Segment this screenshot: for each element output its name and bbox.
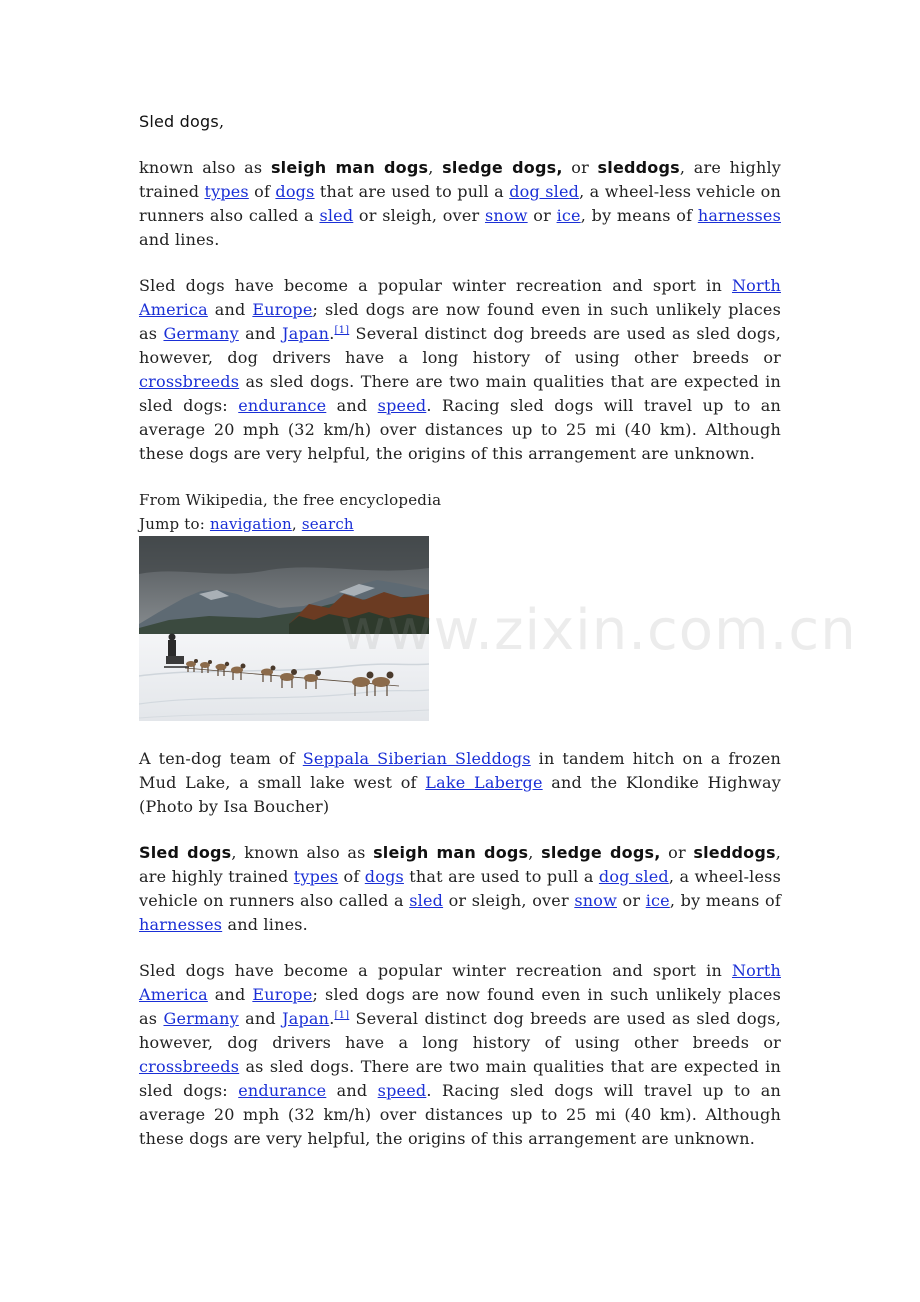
jump-to-line: Jump to: navigation, search xyxy=(139,515,354,533)
reference-link[interactable]: [1] xyxy=(334,1010,350,1021)
link-europe[interactable]: Europe xyxy=(252,985,313,1004)
link-types[interactable]: types xyxy=(204,182,249,201)
link-japan[interactable]: Japan xyxy=(282,1009,330,1028)
link-crossbreeds[interactable]: crossbreeds xyxy=(139,1057,240,1076)
link-speed[interactable]: speed xyxy=(377,1081,427,1100)
link-ice[interactable]: ice xyxy=(556,206,581,225)
link-germany[interactable]: Germany xyxy=(163,324,239,343)
link-snow[interactable]: snow xyxy=(484,206,528,225)
bold-term: sleigh man dogs xyxy=(373,843,529,862)
page-title: Sled dogs, xyxy=(139,112,225,131)
body-paragraph-2: Sled dogs have become a popular winter recreation and sport in North America and Europe; sled dogs are now found even in such unlikely places as Germany and Japan.[1] Several distinct dog breeds are used as sled dogs, however, dog drivers have a long history of using other breeds or crossbreeds as sled dogs. There are two main qualities that are expected in sled dogs: endurance and speed. Racing sled dogs will travel up to an average 20 mph (32 km/h) over distances up to 25 mi (40 km). Although these dogs are very helpful, the origins of this arrangement are unknown. xyxy=(139,961,782,1148)
link-seppala-siberian-sleddogs[interactable]: Seppala Siberian Sleddogs xyxy=(302,749,531,768)
link-sled[interactable]: sled xyxy=(319,206,354,225)
link-dogs[interactable]: dogs xyxy=(364,867,404,886)
bold-term: sleigh man dogs xyxy=(270,158,429,177)
link-endurance[interactable]: endurance xyxy=(238,396,327,415)
link-harnesses[interactable]: harnesses xyxy=(697,206,781,225)
link-speed[interactable]: speed xyxy=(377,396,427,415)
link-europe[interactable]: Europe xyxy=(252,300,313,319)
link-crossbreeds[interactable]: crossbreeds xyxy=(139,372,240,391)
link-snow[interactable]: snow xyxy=(574,891,617,910)
intro-paragraph-1: known also as sleigh man dogs, sledge dogs, or sleddogs, are highly trained types of dogs that are used to pull a dog sled, a wheel-less vehicle on runners also called a sled or sleigh, over snow or ice, by means of harnesses and lines. xyxy=(139,158,782,249)
source-line: From Wikipedia, the free encyclopedia xyxy=(139,491,442,509)
link-dog-sled[interactable]: dog sled xyxy=(509,182,580,201)
bold-term: sleddogs xyxy=(597,158,680,177)
bold-term: sledge dogs, xyxy=(442,158,563,177)
watermark: www.zixin.com.cn xyxy=(340,598,857,663)
link-north-america[interactable]: North America xyxy=(139,276,781,319)
bold-term: sledge dogs, xyxy=(541,843,661,862)
link-north-america[interactable]: North America xyxy=(139,961,781,1004)
intro-paragraph-2: Sled dogs, known also as sleigh man dogs, sledge dogs, or sleddogs, are highly trained types of dogs that are used to pull a dog sled, a wheel-less vehicle on runners also called a sled or sleigh, over snow or ice, by means of harnesses and lines. xyxy=(139,843,782,934)
link-dog-sled[interactable]: dog sled xyxy=(598,867,669,886)
link-types[interactable]: types xyxy=(293,867,339,886)
bold-term: sleddogs xyxy=(693,843,776,862)
photo-caption: A ten-dog team of Seppala Siberian Sleddogs in tandem hitch on a frozen Mud Lake, a small lake west of Lake Laberge and the Klondike Highway (Photo by Isa Boucher) xyxy=(139,749,781,816)
link-search[interactable]: search xyxy=(301,515,354,533)
link-harnesses[interactable]: harnesses xyxy=(139,915,223,934)
link-japan[interactable]: Japan xyxy=(282,324,330,343)
link-dogs[interactable]: dogs xyxy=(275,182,315,201)
link-navigation[interactable]: navigation xyxy=(209,515,292,533)
link-sled[interactable]: sled xyxy=(409,891,444,910)
link-endurance[interactable]: endurance xyxy=(238,1081,327,1100)
sled-dog-team-photo xyxy=(139,536,429,721)
link-lake-laberge[interactable]: Lake Laberge xyxy=(425,773,543,792)
body-paragraph-1: Sled dogs have become a popular winter recreation and sport in North America and Europe; sled dogs are now found even in such unlikely places as Germany and Japan.[1] Several distinct dog breeds are used as sled dogs, however, dog drivers have a long history of using other breeds or crossbreeds as sled dogs. There are two main qualities that are expected in sled dogs: endurance and speed. Racing sled dogs will travel up to an average 20 mph (32 km/h) over distances up to 25 mi (40 km). Although these dogs are very helpful, the origins of this arrangement are unknown. xyxy=(139,276,782,463)
bold-term: Sled dogs xyxy=(139,843,232,862)
reference-link[interactable]: [1] xyxy=(334,325,350,336)
link-ice[interactable]: ice xyxy=(645,891,670,910)
document-page xyxy=(139,110,781,1173)
link-germany[interactable]: Germany xyxy=(163,1009,239,1028)
